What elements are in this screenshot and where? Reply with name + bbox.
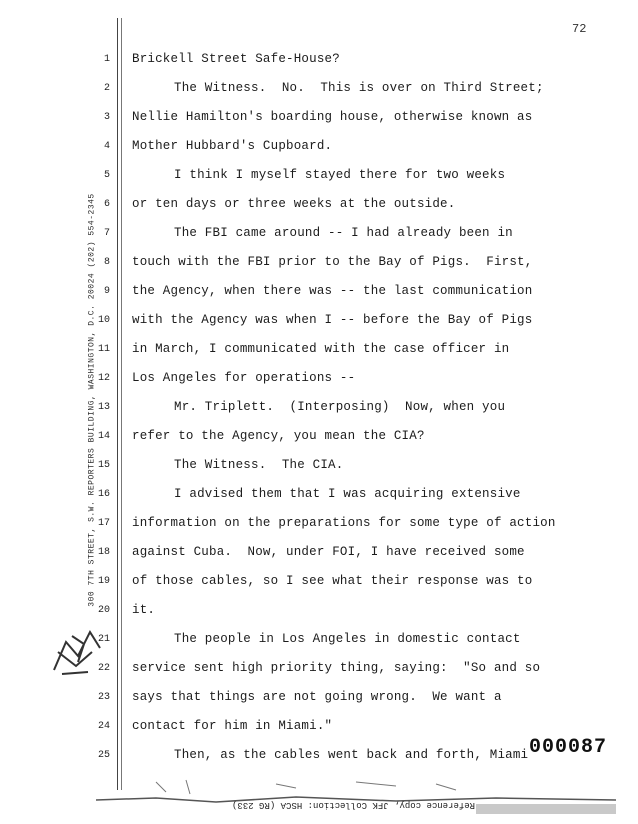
line-number: 7 [103, 228, 110, 239]
transcript-line: Mr. Triplett. (Interposing) Now, when you [174, 400, 506, 414]
transcript-line: Then, as the cables went back and forth, Miami [174, 748, 529, 762]
transcript-line: Mother Hubbard's Cupboard. [132, 139, 333, 153]
margin-rule-inner [121, 18, 122, 790]
line-number: 16 [97, 489, 110, 500]
transcript-line: Brickell Street Safe-House? [132, 52, 340, 66]
transcript-line: the Agency, when there was -- the last communication [132, 284, 533, 298]
line-number: 6 [103, 199, 110, 210]
transcript-line: says that things are not going wrong. We want a [132, 690, 502, 704]
transcript-line: information on the preparations for some type of action [132, 516, 556, 530]
line-number: 17 [97, 518, 110, 529]
transcript-line: of those cables, so I see what their response was to [132, 574, 533, 588]
line-number: 19 [97, 576, 110, 587]
line-number: 14 [97, 431, 110, 442]
margin-rule [117, 18, 118, 790]
transcript-line: against Cuba. Now, under FOI, I have received some [132, 545, 525, 559]
page-number: 72 [572, 22, 587, 36]
line-number: 18 [97, 547, 110, 558]
line-number: 12 [97, 373, 110, 384]
line-number: 20 [97, 605, 110, 616]
transcript-line: Los Angeles for operations -- [132, 371, 356, 385]
line-number: 11 [97, 344, 110, 355]
line-number: 24 [97, 721, 110, 732]
transcript-line: contact for him in Miami." [132, 719, 333, 733]
line-number: 3 [103, 112, 110, 123]
archive-footer: Reference copy, JFK Collection: HSCA (RG 233) [232, 800, 476, 810]
line-number: 1 [103, 54, 110, 65]
line-number: 2 [103, 83, 110, 94]
transcript-line: or ten days or three weeks at the outside. [132, 197, 456, 211]
transcript-line: The Witness. The CIA. [174, 458, 344, 472]
line-number: 8 [103, 257, 110, 268]
line-number: 22 [97, 663, 110, 674]
line-number: 5 [103, 170, 110, 181]
archive-stamp-mark [48, 622, 110, 680]
transcript-line: touch with the FBI prior to the Bay of Pigs. First, [132, 255, 533, 269]
transcript-line: it. [132, 603, 156, 617]
transcript-line: The Witness. No. This is over on Third Street; [174, 81, 544, 95]
transcript-line: Nellie Hamilton's boarding house, otherwise known as [132, 110, 533, 124]
line-number: 21 [97, 634, 110, 645]
line-number: 10 [97, 315, 110, 326]
scan-noise-band [96, 776, 616, 820]
transcript-line: in March, I communicated with the case officer in [132, 342, 510, 356]
transcript-line: The people in Los Angeles in domestic contact [174, 632, 521, 646]
transcript-line: service sent high priority thing, saying: "So and so [132, 661, 541, 675]
transcript-line: I advised them that I was acquiring extensive [174, 487, 521, 501]
transcript-line: refer to the Agency, you mean the CIA? [132, 429, 425, 443]
bates-number: 000087 [529, 736, 608, 759]
line-number: 4 [103, 141, 110, 152]
transcript-line: with the Agency was when I -- before the Bay of Pigs [132, 313, 533, 327]
line-number: 13 [97, 402, 110, 413]
line-number: 23 [97, 692, 110, 703]
line-number: 9 [103, 286, 110, 297]
line-number: 25 [97, 750, 110, 761]
transcript-line: The FBI came around -- I had already been in [174, 226, 513, 240]
transcript-line: I think I myself stayed there for two weeks [174, 168, 506, 182]
line-number: 15 [97, 460, 110, 471]
reporter-address-margin: 300 7TH STREET, S.W. REPORTERS BUILDING, WASHINGTON, D.C. 20024 (202) 554-2345 [87, 193, 97, 607]
